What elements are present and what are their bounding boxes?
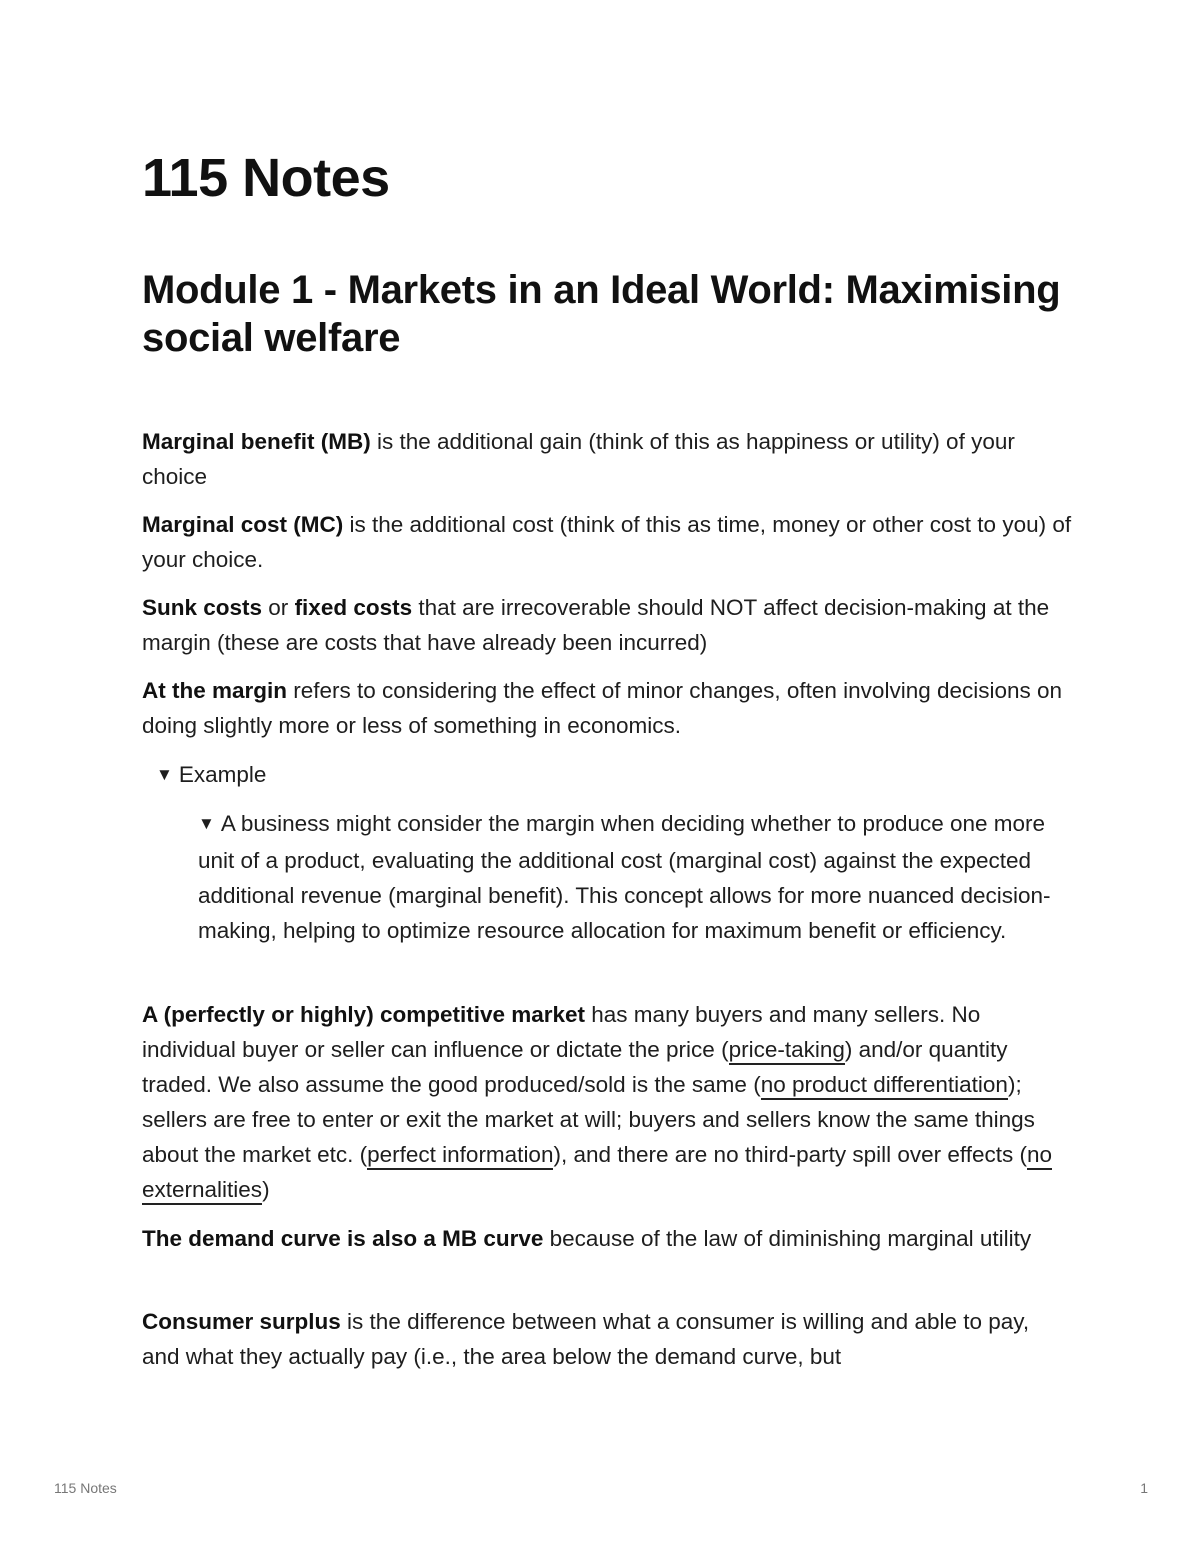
toggle-example-detail[interactable] — [198, 806, 1058, 948]
toggle-expanded-icon[interactable]: ▼ — [198, 814, 215, 833]
paragraph-demand-curve — [142, 1221, 1072, 1256]
underlined-no-product-differentiation: no product differentiation — [761, 1072, 1008, 1100]
term-marginal-cost: Marginal cost (MC) — [142, 512, 344, 537]
paragraph-sunk-costs — [142, 590, 1072, 660]
term-marginal-benefit: Marginal benefit (MB) — [142, 429, 371, 454]
paragraph-marginal-benefit — [142, 424, 1072, 494]
footer-document-name: 115 Notes — [54, 1480, 117, 1496]
definition-text: because of the law of diminishing marginal utility — [543, 1226, 1032, 1251]
definition-text: refers to considering the effect of minor changes, often involving decisions on doing slightly more or less of something in economics. — [142, 678, 1063, 738]
paragraph-marginal-cost — [142, 507, 1072, 577]
paragraph-consumer-surplus — [142, 1304, 1072, 1374]
toggle-example-body: A business might consider the margin when deciding whether to produce one more unit of a product, evaluating the additional cost (marginal cost) against the expected additional revenue (marginal benefit). This concept allows for more nuanced decision-making, helping to optimize resource allocation for maximum benefit or efficiency. — [198, 811, 1051, 943]
page-title: 115 Notes — [142, 148, 390, 208]
definition-text: is the additional cost (think of this as time, money or other cost to you) of your choice. — [142, 512, 1072, 572]
term-consumer-surplus: Consumer surplus — [142, 1309, 341, 1334]
definition-text: ) — [262, 1177, 270, 1202]
underlined-no-externalities: no externalities — [142, 1142, 1052, 1205]
term-competitive-market: A (perfectly or highly) competitive market — [142, 1002, 586, 1027]
term-demand-curve: The demand curve is also a MB curve — [142, 1226, 544, 1251]
term-fixed-costs: fixed costs — [294, 595, 413, 620]
definition-text: ), and there are no third-party spill over effects ( — [553, 1142, 1028, 1167]
definition-text: is the difference between what a consumer is willing and able to pay, and what they actually pay (i.e., the area below the demand curve, but — [142, 1309, 1030, 1369]
toggle-example-label: Example — [178, 762, 267, 787]
underlined-perfect-information: perfect information — [367, 1142, 553, 1170]
definition-text: has many buyers and many sellers. No individual buyer or seller can influence or dictate the price ( — [142, 1002, 981, 1062]
paragraph-competitive-market — [142, 997, 1062, 1207]
term-at-the-margin: At the margin — [142, 678, 288, 703]
term-sunk-costs: Sunk costs — [142, 595, 263, 620]
module-heading: Module 1 - Markets in an Ideal World: Maximising social welfare — [142, 268, 1061, 360]
definition-text: that are irrecoverable should NOT affect decision-making at the margin (these are costs that have already been incurred) — [142, 595, 1050, 655]
definition-text: ); sellers are free to enter or exit the market at will; buyers and sellers know the same things about the market etc. ( — [142, 1072, 1035, 1167]
underlined-price-taking: price-taking — [729, 1037, 845, 1065]
definition-text: is the additional gain (think of this as happiness or utility) of your choice — [142, 429, 1015, 489]
definition-text: ) and/or quantity traded. We also assume the good produced/sold is the same ( — [142, 1037, 1008, 1097]
connector-text: or — [262, 595, 295, 620]
toggle-expanded-icon[interactable]: ▼ — [156, 765, 173, 784]
toggle-example[interactable] — [156, 757, 266, 794]
paragraph-at-the-margin — [142, 673, 1072, 743]
footer-page-number: 1 — [1140, 1480, 1148, 1496]
